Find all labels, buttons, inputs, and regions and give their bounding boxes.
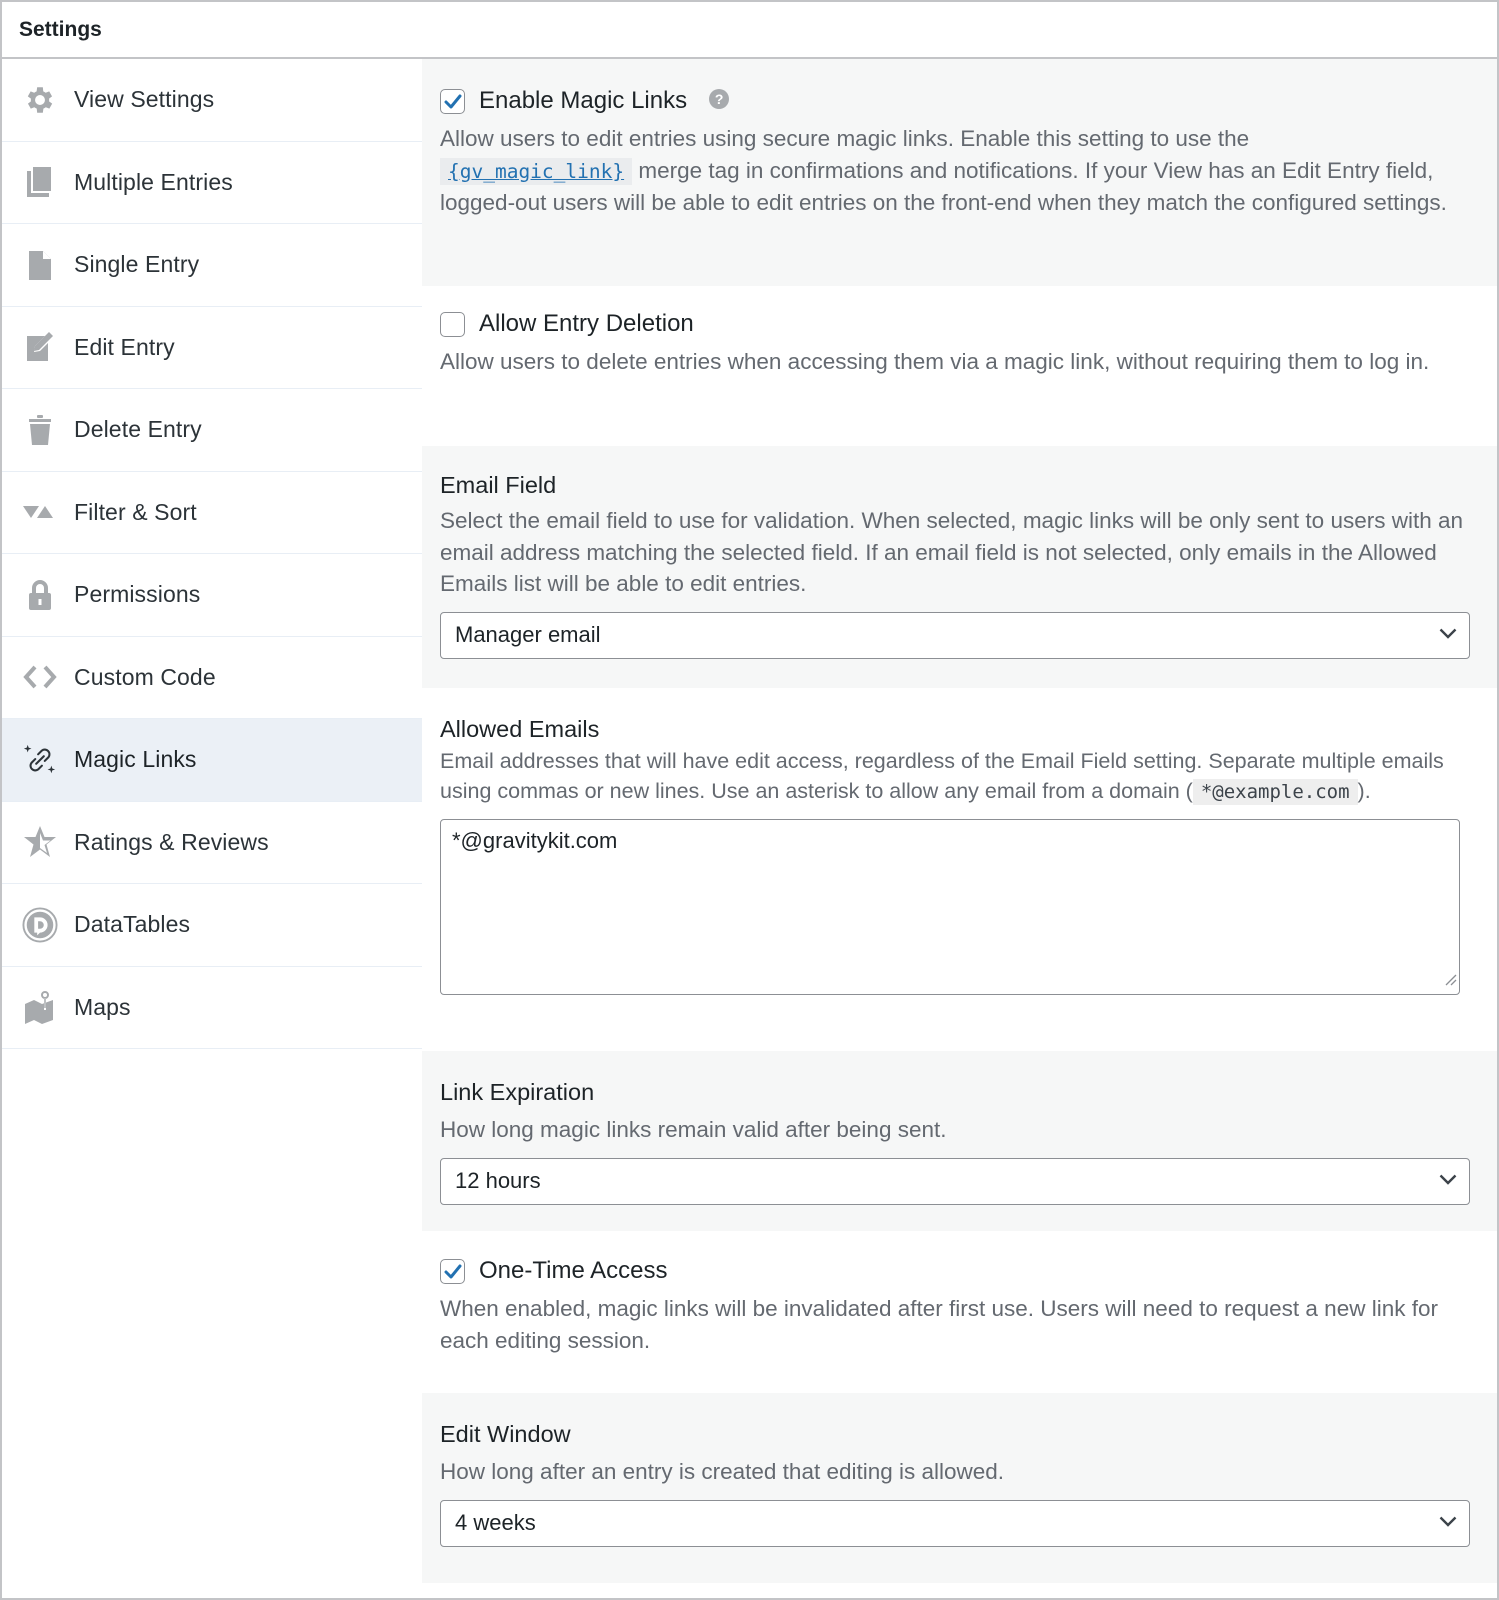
panel-header	[2, 2, 1497, 59]
allow-entry-deletion-checkbox[interactable]	[440, 312, 465, 337]
settings-sidebar	[2, 59, 422, 1598]
link-expiration-title: Link Expiration	[440, 1079, 595, 1105]
sort-icon	[22, 494, 58, 530]
sidebar-item-multiple-entries[interactable]: Multiple Entries	[2, 142, 422, 225]
allow-entry-deletion-description: Allow users to delete entries when accessing them via a magic link, without requiring them to log in.	[440, 349, 1430, 374]
datatables-icon	[22, 907, 58, 943]
panel-title: Settings	[19, 17, 102, 41]
sidebar-item-magic-links[interactable]: Magic Links	[2, 719, 422, 802]
chevron-down-icon	[1439, 1172, 1457, 1190]
chevron-down-icon	[1439, 626, 1457, 644]
edit-window-description: How long after an entry is created that editing is allowed.	[440, 1459, 1005, 1484]
enable-magic-links-checkbox[interactable]	[440, 89, 465, 114]
edit-icon	[22, 329, 58, 365]
magic-links-settings	[422, 59, 1497, 1598]
merge-tag-link[interactable]: {gv_magic_link}	[440, 158, 632, 185]
one-time-access-label: One-Time Access	[479, 1257, 668, 1284]
sidebar-item-filter-sort[interactable]: Filter & Sort	[2, 472, 422, 555]
lock-icon	[22, 577, 58, 613]
sidebar-item-delete-entry[interactable]: Delete Entry	[2, 389, 422, 472]
enable-magic-links-section	[422, 59, 1497, 286]
allowed-emails-section	[422, 688, 1497, 1051]
map-icon	[22, 989, 58, 1025]
one-time-access-description: When enabled, magic links will be invalidated after first use. Users will need to request a new link for each editing session.	[440, 1296, 1438, 1353]
sidebar-item-single-entry[interactable]: Single Entry	[2, 224, 422, 307]
allowed-emails-description: Email addresses that will have edit access, regardless of the Email Field setting. Separate multiple emails using commas or new lines. Use an asterisk to allow any email from a domain ( *@example.com ).	[440, 749, 1444, 803]
magic-link-icon	[22, 742, 58, 778]
enable-magic-links-description: Allow users to edit entries using secure magic links. Enable this setting to use the {gv_magic_link} merge tag in confirmations and notifications. If your View has an Edit Entry field, logged-out users will be able to edit entries on the front-end when they match the configured settings.	[440, 126, 1447, 215]
allowed-emails-title: Allowed Emails	[440, 716, 600, 742]
edit-window-title: Edit Window	[440, 1421, 571, 1447]
chevron-down-icon	[1439, 1514, 1457, 1532]
star-icon	[22, 824, 58, 860]
edit-window-select[interactable]: 4 weeks	[440, 1500, 1470, 1547]
link-expiration-description: How long magic links remain valid after being sent.	[440, 1117, 947, 1142]
resize-handle-icon[interactable]	[1443, 966, 1457, 992]
copy-icon	[22, 164, 58, 200]
document-icon	[22, 247, 58, 283]
edit-window-section	[422, 1393, 1497, 1583]
sidebar-item-permissions[interactable]: Permissions	[2, 554, 422, 637]
trash-icon	[22, 412, 58, 448]
example-domain-code: *@example.com	[1193, 779, 1358, 805]
allow-entry-deletion-section	[422, 286, 1497, 446]
code-icon	[22, 659, 58, 695]
email-field-select[interactable]: Manager email	[440, 612, 1470, 659]
sidebar-item-custom-code[interactable]: Custom Code	[2, 637, 422, 720]
enable-magic-links-label: Enable Magic Links	[479, 87, 688, 114]
link-expiration-section	[422, 1051, 1497, 1231]
one-time-access-checkbox[interactable]	[440, 1259, 465, 1284]
one-time-access-section	[422, 1231, 1497, 1393]
sidebar-item-maps[interactable]: Maps	[2, 967, 422, 1050]
question-icon[interactable]: ?	[709, 89, 729, 109]
sidebar-item-view-settings[interactable]: View Settings	[2, 59, 422, 142]
allowed-emails-textarea[interactable]: *@gravitykit.com	[440, 819, 1460, 995]
sidebar-item-datatables[interactable]: DataTables	[2, 884, 422, 967]
email-field-title: Email Field	[440, 472, 557, 498]
email-field-section	[422, 446, 1497, 688]
sidebar-item-ratings-reviews[interactable]: Ratings & Reviews	[2, 802, 422, 885]
link-expiration-select[interactable]: 12 hours	[440, 1158, 1470, 1205]
email-field-description: Select the email field to use for validation. When selected, magic links will be only sent to users with an email address matching the selected field. If an email field is not selected, only emails in the Allowed Emails list will be able to edit entries.	[440, 508, 1464, 596]
allow-entry-deletion-label: Allow Entry Deletion	[479, 310, 694, 337]
gear-icon	[22, 82, 58, 118]
sidebar-item-edit-entry[interactable]: Edit Entry	[2, 307, 422, 390]
